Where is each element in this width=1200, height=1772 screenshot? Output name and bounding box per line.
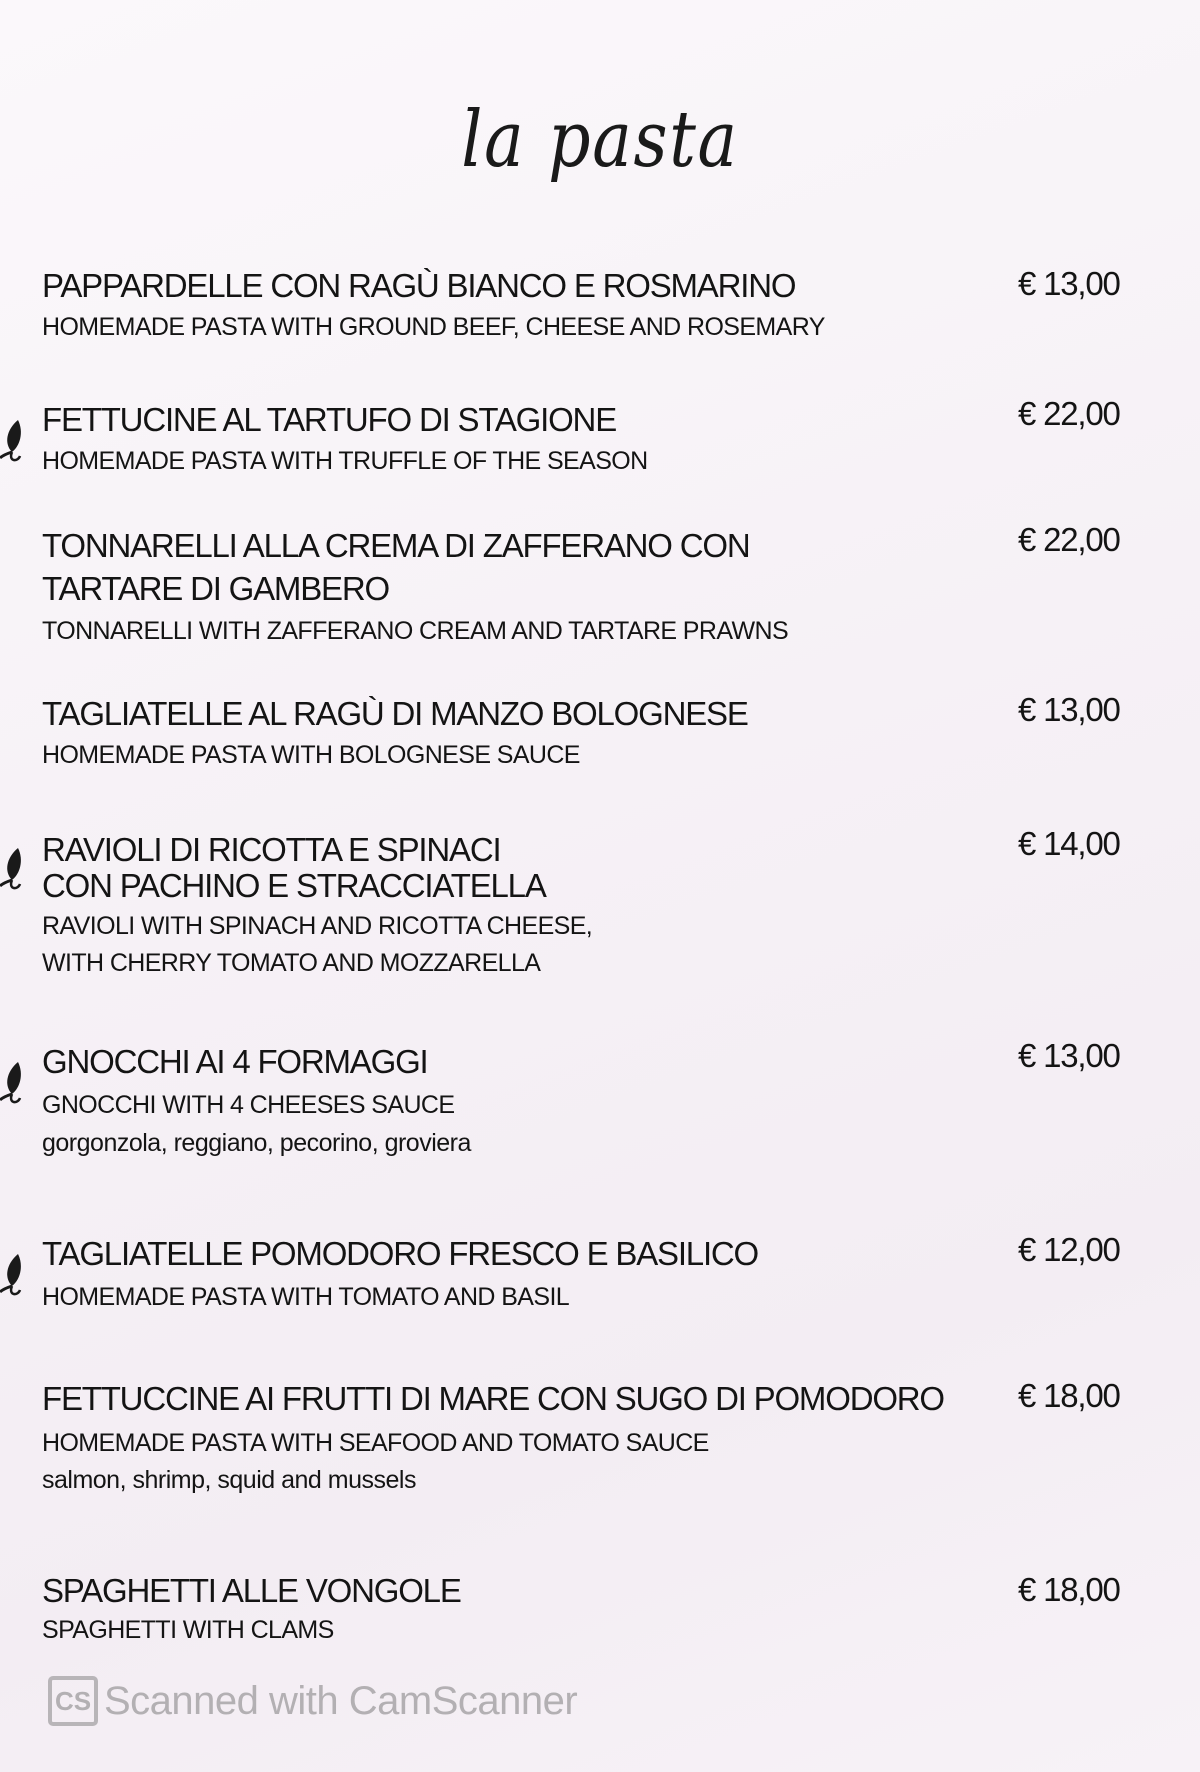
dish-price: € 13,00: [1018, 265, 1120, 302]
camscanner-watermark: [48, 1676, 577, 1726]
dish-name: RAVIOLI DI RICOTTA E SPINACI: [42, 831, 501, 868]
dish-name: TARTARE DI GAMBERO: [42, 570, 389, 607]
dish-name: PAPPARDELLE CON RAGÙ BIANCO E ROSMARINO: [42, 267, 796, 304]
dish-ingredients: gorgonzola, reggiano, pecorino, groviera: [42, 1129, 471, 1157]
dish-price: € 13,00: [1018, 1037, 1120, 1074]
dish-name: CON PACHINO E STRACCIATELLA: [42, 867, 546, 904]
watermark-text: Scanned with CamScanner: [104, 1678, 578, 1723]
dish-price: € 14,00: [1018, 825, 1120, 862]
dish-price: € 13,00: [1018, 691, 1120, 728]
dish-description: SPAGHETTI WITH CLAMS: [42, 1616, 334, 1644]
dish-description: WITH CHERRY TOMATO AND MOZZARELLA: [42, 949, 541, 977]
vegetarian-leaf-icon: [0, 418, 30, 464]
vegetarian-leaf-icon: [0, 1060, 30, 1106]
dish-name: GNOCCHI AI 4 FORMAGGI: [42, 1043, 428, 1080]
dish-name: TONNARELLI ALLA CREMA DI ZAFFERANO CON: [42, 527, 750, 564]
menu-section-title: la pasta: [461, 95, 739, 185]
dish-name: TAGLIATELLE AL RAGÙ DI MANZO BOLOGNESE: [42, 695, 748, 732]
dish-ingredients: salmon, shrimp, squid and mussels: [42, 1466, 416, 1494]
dish-description: HOMEMADE PASTA WITH BOLOGNESE SAUCE: [42, 741, 580, 769]
dish-name: TAGLIATELLE POMODORO FRESCO E BASILICO: [42, 1235, 759, 1272]
dish-price: € 18,00: [1018, 1377, 1120, 1414]
vegetarian-leaf-icon: [0, 846, 30, 892]
dish-description: HOMEMADE PASTA WITH TRUFFLE OF THE SEASON: [42, 447, 648, 475]
dish-description: TONNARELLI WITH ZAFFERANO CREAM AND TARTARE PRAWNS: [42, 617, 789, 645]
dish-name: FETTUCINE AL TARTUFO DI STAGIONE: [42, 401, 617, 438]
dish-name: SPAGHETTI ALLE VONGOLE: [42, 1572, 461, 1609]
dish-price: € 18,00: [1018, 1571, 1120, 1608]
dish-name: FETTUCCINE AI FRUTTI DI MARE CON SUGO DI POMODORO: [42, 1380, 944, 1417]
dish-description: RAVIOLI WITH SPINACH AND RICOTTA CHEESE,: [42, 912, 593, 940]
dish-price: € 12,00: [1018, 1231, 1120, 1268]
dish-description: HOMEMADE PASTA WITH GROUND BEEF, CHEESE AND ROSEMARY: [42, 313, 825, 341]
vegetarian-leaf-icon: [0, 1252, 30, 1298]
dish-description: HOMEMADE PASTA WITH SEAFOOD AND TOMATO SAUCE: [42, 1429, 709, 1457]
dish-price: € 22,00: [1018, 395, 1120, 432]
dish-description: HOMEMADE PASTA WITH TOMATO AND BASIL: [42, 1283, 570, 1311]
dish-price: € 22,00: [1018, 521, 1120, 558]
dish-description: GNOCCHI WITH 4 CHEESES SAUCE: [42, 1091, 455, 1119]
camscanner-logo-icon: CS: [48, 1676, 98, 1726]
